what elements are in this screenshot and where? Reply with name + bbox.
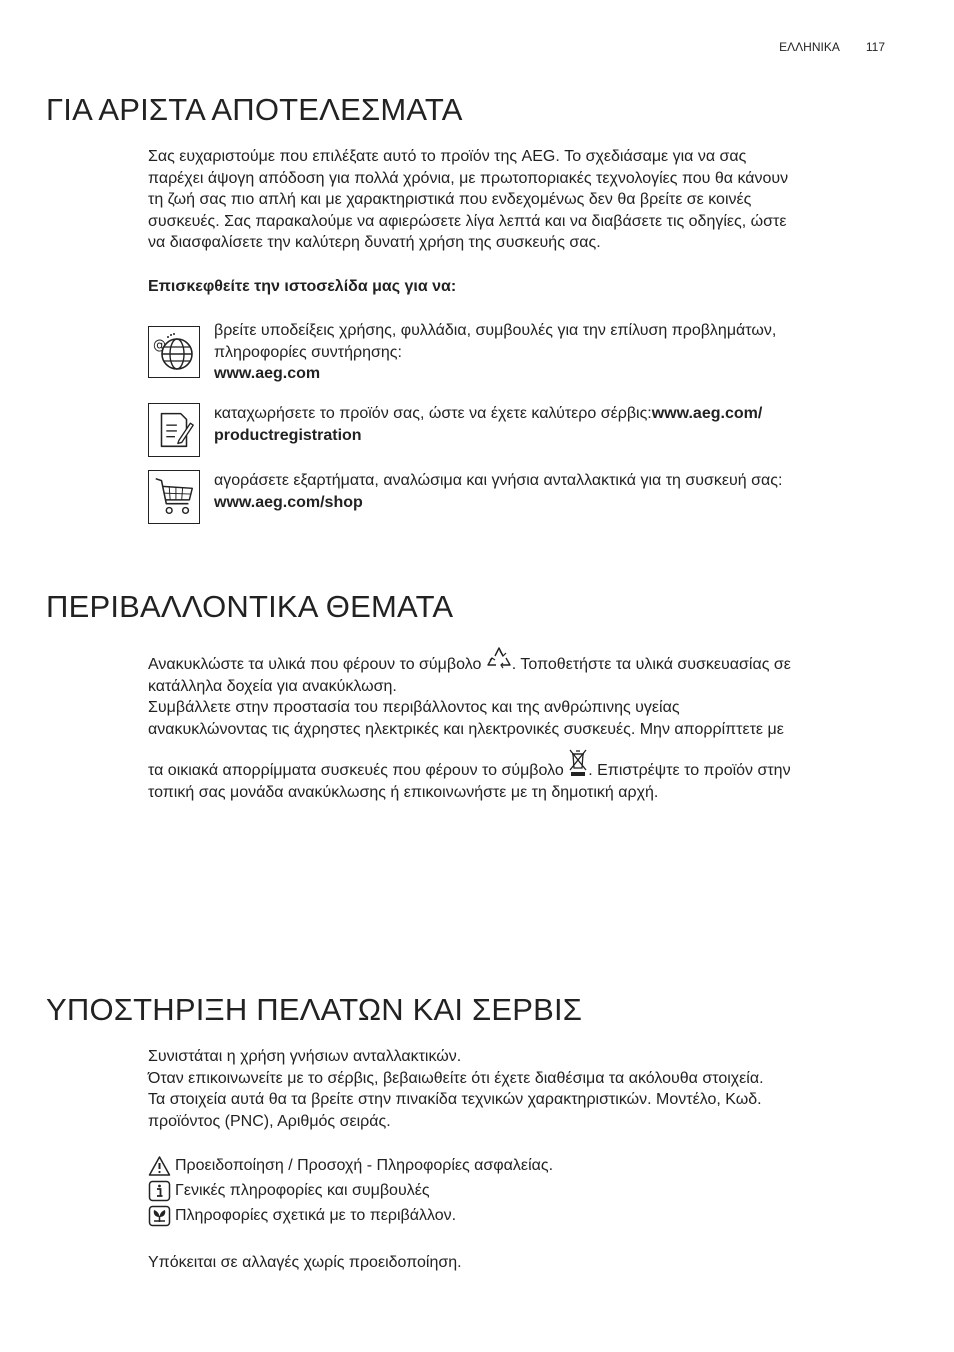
shop-link[interactable]: www.aeg.com/shop — [214, 493, 363, 511]
visit-heading: Επισκεφθείτε την ιστοσελίδα μας για να: — [148, 278, 457, 295]
section-title-best-results: ΓΙΑ ΑΡΙΣΤΑ ΑΠΟΤΕΛΕΣΜΑΤΑ — [46, 92, 463, 127]
support-paragraph: Συνιστάται η χρήση γνήσιων ανταλλακτικών. Όταν επικοινωνείτε με το σέρβις, βεβαιωθείτε ότι έχετε διαθέσιμα τα ακόλουθα στοιχεία. Τα στοιχεία αυτά θα τα βρείτε στην πινακίδα τεχνικών χαρακτηριστικών. Μοντέλο, Κωδ. προϊόντος (PNC), Αριθμός σειράς. — [148, 1048, 764, 1130]
symbol-legend — [148, 1153, 888, 1228]
legend-item-warning: Προειδοποίηση / Προσοχή - Πληροφορίες ασφαλείας. — [148, 1153, 888, 1178]
legend-item-environment: Πληροφορίες σχετικά με το περιβάλλον. — [148, 1203, 888, 1228]
weee-bin-icon — [568, 748, 588, 778]
website-link[interactable]: www.aeg.com — [214, 365, 321, 382]
intro-line: να διασφαλίσετε την καλύτερη δυνατή χρήση της συσκευής σας. — [148, 234, 601, 251]
intro-paragraph — [148, 146, 888, 254]
shopping-cart-icon — [148, 470, 200, 524]
info-icon — [148, 1180, 171, 1202]
registration-icon — [148, 403, 200, 457]
recycle-icon — [486, 644, 512, 672]
intro-line: τη ζωή σας πιο απλή και με χαρακτηριστικά που ενδεχομένως δεν θα βρείτε σε κοινές — [148, 191, 752, 208]
shop-text: αγοράσετε εξαρτήματα, αναλώσιμα και γνήσια ανταλλακτικά για τη συσκευή σας: www.aeg.com/shop — [214, 472, 783, 511]
intro-line: παρέχει άψογη απόδοση για πολλά χρόνια, με πρωτοποριακές τεχνολογίες που θα κάνουν — [148, 169, 789, 187]
warning-icon — [148, 1155, 171, 1177]
language-label: ΕΛΛΗΝΙΚΑ — [779, 40, 840, 54]
registration-link-continued[interactable]: productregistration — [214, 426, 362, 444]
registration-link[interactable]: www.aeg.com/ — [651, 405, 763, 422]
environment-icon — [148, 1205, 171, 1227]
section-title-environment: ΠΕΡΙΒΑΛΛΟΝΤΙΚΑ ΘΕΜΑΤΑ — [46, 589, 454, 624]
page-number: 117 — [865, 40, 885, 54]
intro-line: συσκευές. Σας παρακαλούμε να αφιερώσετε λίγα λεπτά και να διαβάσετε τις οδηγίες, ώστε — [148, 212, 787, 230]
registration-text: καταχωρήσετε το προϊόν σας, ώστε να έχετε καλύτερο σέρβις:www.aeg.com/ productregistration — [214, 405, 763, 444]
footer-note: Υπόκειται σε αλλαγές χωρίς προειδοποίηση. — [148, 1254, 462, 1271]
environment-paragraph: Ανακυκλώστε τα υλικά που φέρουν το σύμβολο . Τοποθετήστε τα υλικά συσκευασίας σε κατάλληλα δοχεία για ανακύκλωση. Συμβάλλετε στην προστασία του περιβάλλοντος και της ανθρώπινης υγείας ανακυκλώνοντας τις άχρηστες ηλεκτρικές και ηλεκτρονικές συσκευές. Μην απορρίπτετε με τα οικιακά απορρίμματα συσκευές που φέρουν το σύμβολο . Επιστρέψτε το προϊόν στην τοπική σας μονάδα ανακύκλωσης ή επικοινωνήστε με τη δημοτική αρχή. — [148, 644, 888, 803]
svg-text:@: @ — [153, 338, 166, 353]
section-title-support: ΥΠΟΣΤΗΡΙΞΗ ΠΕΛΑΤΩΝ ΚΑΙ ΣΕΡΒΙΣ — [46, 992, 583, 1027]
globe-icon — [148, 326, 200, 378]
page-header — [779, 40, 885, 54]
legend-item-info: Γενικές πληροφορίες και συμβουλές — [148, 1178, 888, 1203]
intro-line: Σας ευχαριστούμε που επιλέξατε αυτό το προϊόν της AEG. Το σχεδιάσαμε για να σας — [148, 148, 747, 165]
website-item-text: βρείτε υποδείξεις χρήσης, φυλλάδια, συμβουλές για την επίλυση προβλημάτων, πληροφορίες συντήρησης: www.aeg.com — [214, 320, 894, 385]
